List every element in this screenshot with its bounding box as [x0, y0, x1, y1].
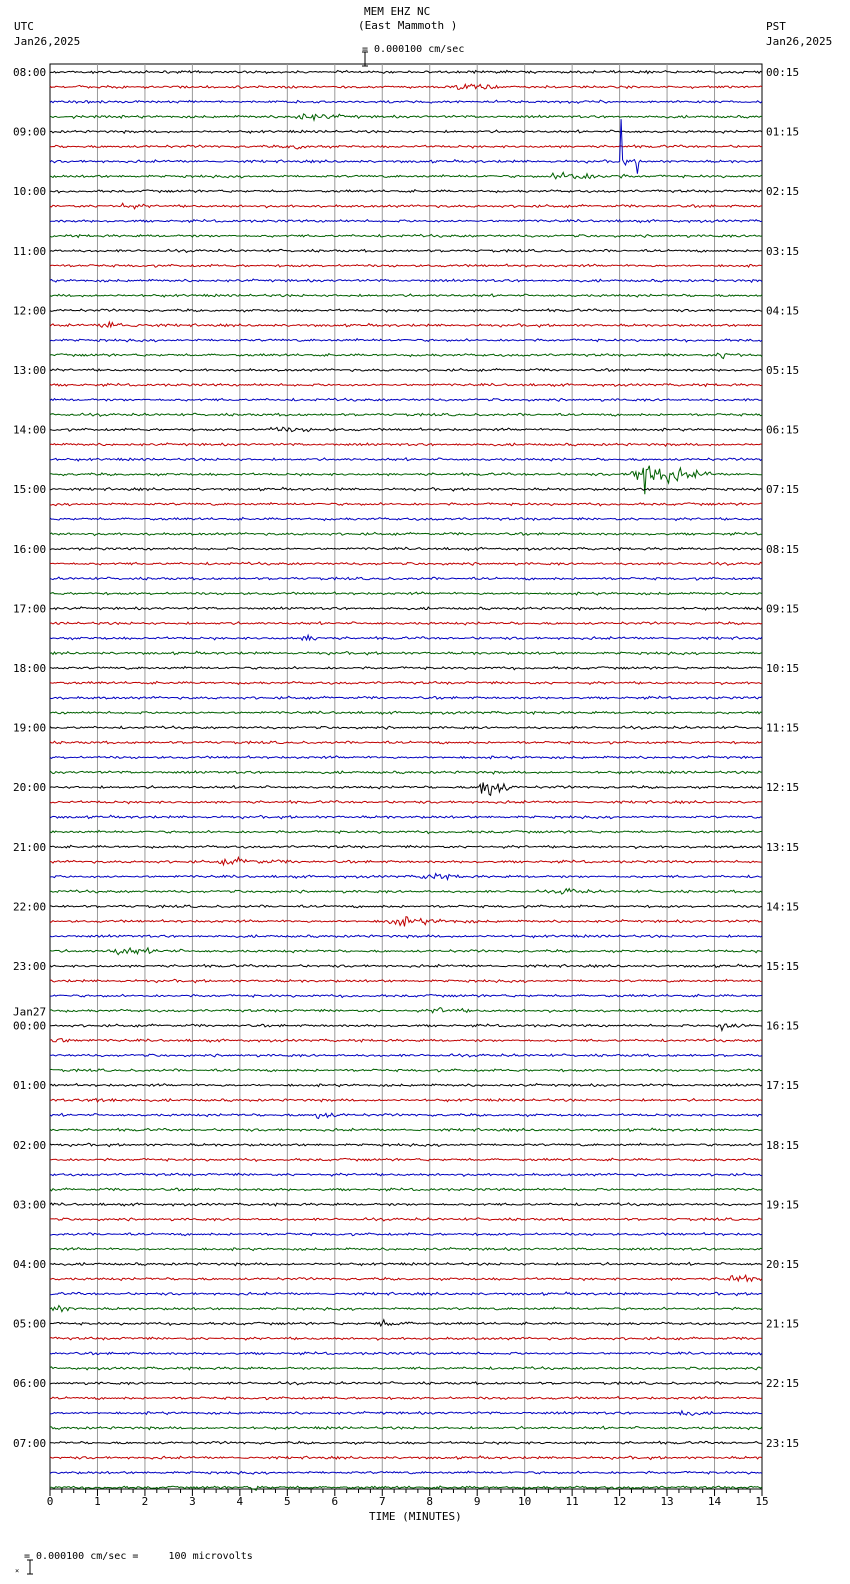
- trace-87: [50, 1367, 762, 1370]
- trace-14: [50, 279, 762, 282]
- right-label-16:15: 16:15: [766, 1019, 800, 1033]
- x-tick-label-6: 6: [331, 1495, 339, 1508]
- trace-1: [50, 84, 762, 89]
- right-label-01:15: 01:15: [766, 125, 800, 139]
- svg-text:×: ×: [15, 1567, 20, 1575]
- trace-10: [50, 220, 762, 223]
- x-tick-label-15: 15: [755, 1495, 769, 1508]
- right-label-04:15: 04:15: [766, 304, 800, 318]
- left-date-label: Jan27: [13, 1005, 47, 1019]
- left-time-labels: [13, 66, 46, 1450]
- trace-13: [50, 264, 762, 267]
- left-timezone: UTC: [14, 20, 34, 33]
- trace-21: [50, 383, 762, 386]
- left-label-01:00: 01:00: [13, 1079, 47, 1093]
- left-label-23:00: 23:00: [13, 960, 47, 973]
- left-label-10:00: 10:00: [13, 185, 47, 199]
- x-tick-label-14: 14: [707, 1495, 722, 1508]
- trace-67: [50, 1069, 762, 1072]
- trace-54: [50, 874, 762, 880]
- trace-55: [50, 889, 762, 895]
- right-label-12:15: 12:15: [766, 781, 800, 795]
- trace-50: [50, 815, 762, 819]
- right-date: Jan26,2025: [766, 35, 833, 48]
- trace-68: [50, 1084, 762, 1087]
- trace-39: [50, 651, 762, 655]
- trace-78: [50, 1233, 762, 1236]
- left-label-14:00: 14:00: [13, 423, 47, 437]
- trace-36: [50, 607, 762, 610]
- trace-73: [50, 1158, 762, 1161]
- right-label-20:15: 20:15: [766, 1258, 800, 1271]
- trace-93: [50, 1456, 762, 1460]
- left-label-06:00: 06:00: [13, 1377, 47, 1391]
- plot-frame: [50, 64, 762, 1489]
- trace-70: [50, 1113, 762, 1118]
- trace-46: [50, 756, 762, 759]
- trace-2: [50, 100, 762, 103]
- right-label-15:15: 15:15: [766, 960, 800, 973]
- trace-65: [50, 1039, 762, 1043]
- trace-38: [50, 635, 762, 640]
- right-label-18:15: 18:15: [766, 1138, 800, 1152]
- trace-43: [50, 711, 762, 714]
- left-label-11:00: 11:00: [13, 244, 47, 258]
- trace-52: [50, 845, 762, 848]
- right-timezone: PST: [766, 20, 786, 33]
- left-label-18:00: 18:00: [13, 662, 47, 675]
- left-label-21:00: 21:00: [13, 840, 47, 854]
- x-tick-label-0: 0: [46, 1495, 54, 1508]
- left-label-03:00: 03:00: [13, 1198, 47, 1212]
- trace-60: [50, 964, 762, 967]
- trace-16: [50, 309, 762, 312]
- trace-63: [50, 1008, 762, 1013]
- traces: [50, 70, 762, 1490]
- left-label-22:00: 22:00: [13, 900, 47, 914]
- left-label-00:00: 00:00: [13, 1019, 47, 1033]
- x-tick-label-2: 2: [141, 1495, 149, 1508]
- left-label-13:00: 13:00: [13, 364, 47, 377]
- trace-29: [50, 503, 762, 506]
- trace-90: [50, 1411, 762, 1416]
- trace-33: [50, 562, 762, 565]
- trace-66: [50, 1054, 762, 1057]
- right-label-06:15: 06:15: [766, 423, 800, 437]
- trace-32: [50, 547, 762, 550]
- trace-75: [50, 1188, 762, 1191]
- right-label-21:15: 21:15: [766, 1317, 800, 1331]
- trace-48: [50, 783, 762, 796]
- x-tick-label-3: 3: [189, 1495, 196, 1508]
- right-label-13:15: 13:15: [766, 840, 800, 854]
- grid-lines: [50, 64, 762, 1489]
- trace-24: [50, 427, 762, 431]
- left-label-09:00: 09:00: [13, 125, 47, 139]
- trace-71: [50, 1128, 762, 1131]
- trace-9: [50, 203, 762, 209]
- trace-81: [50, 1275, 762, 1281]
- trace-40: [50, 667, 762, 670]
- trace-89: [50, 1397, 762, 1400]
- right-label-00:15: 00:15: [766, 66, 800, 79]
- trace-11: [50, 234, 762, 237]
- trace-37: [50, 622, 762, 625]
- x-tick-label-7: 7: [378, 1495, 386, 1508]
- x-axis: [47, 1489, 769, 1508]
- x-tick-label-10: 10: [518, 1495, 532, 1508]
- x-tick-label-13: 13: [660, 1495, 674, 1508]
- right-label-10:15: 10:15: [766, 662, 800, 675]
- trace-76: [50, 1203, 762, 1206]
- trace-23: [50, 413, 762, 416]
- right-label-08:15: 08:15: [766, 542, 800, 556]
- trace-77: [50, 1218, 762, 1221]
- right-label-09:15: 09:15: [766, 602, 800, 616]
- station-location: (East Mammoth ): [358, 19, 458, 32]
- right-time-labels: [766, 66, 799, 1450]
- right-label-07:15: 07:15: [766, 483, 800, 497]
- trace-41: [50, 681, 762, 684]
- trace-25: [50, 443, 762, 446]
- x-tick-label-12: 12: [612, 1495, 627, 1508]
- right-label-02:15: 02:15: [766, 185, 800, 199]
- trace-35: [50, 592, 762, 595]
- trace-80: [50, 1262, 762, 1265]
- trace-64: [50, 1024, 762, 1031]
- trace-74: [50, 1173, 762, 1176]
- trace-82: [50, 1292, 762, 1296]
- right-label-22:15: 22:15: [766, 1377, 800, 1391]
- x-tick-label-8: 8: [426, 1495, 434, 1508]
- trace-56: [50, 905, 762, 908]
- trace-57: [50, 917, 762, 927]
- trace-22: [50, 398, 762, 401]
- trace-86: [50, 1352, 762, 1355]
- right-label-11:15: 11:15: [766, 721, 800, 735]
- trace-31: [50, 532, 762, 535]
- x-tick-label-9: 9: [473, 1495, 481, 1508]
- x-tick-label-1: 1: [94, 1495, 101, 1508]
- left-label-05:00: 05:00: [13, 1317, 47, 1331]
- trace-59: [50, 948, 762, 955]
- x-tick-label-11: 11: [565, 1495, 579, 1508]
- footer-scale-icon: [2, 1546, 22, 1575]
- trace-58: [50, 935, 762, 938]
- trace-18: [50, 339, 762, 342]
- trace-62: [50, 994, 762, 997]
- left-label-17:00: 17:00: [13, 602, 47, 616]
- trace-3: [50, 114, 762, 120]
- trace-17: [50, 322, 762, 327]
- trace-92: [50, 1441, 762, 1444]
- trace-7: [50, 172, 762, 178]
- left-label-16:00: 16:00: [13, 542, 47, 556]
- right-label-19:15: 19:15: [766, 1198, 800, 1212]
- trace-15: [50, 294, 762, 297]
- x-axis-label: TIME (MINUTES): [369, 1510, 462, 1523]
- trace-49: [50, 801, 762, 804]
- trace-47: [50, 771, 762, 774]
- trace-30: [50, 518, 762, 521]
- left-date: Jan26,2025: [14, 35, 81, 48]
- right-label-14:15: 14:15: [766, 900, 800, 914]
- left-label-12:00: 12:00: [13, 304, 47, 318]
- trace-45: [50, 741, 762, 744]
- trace-79: [50, 1248, 762, 1251]
- trace-84: [50, 1320, 762, 1326]
- right-label-23:15: 23:15: [766, 1436, 800, 1450]
- trace-34: [50, 577, 762, 580]
- trace-91: [50, 1426, 762, 1429]
- left-label-08:00: 08:00: [13, 66, 47, 79]
- footer-scale-text: = 0.000100 cm/sec = 100 microvolts: [24, 1551, 253, 1562]
- trace-26: [50, 458, 762, 461]
- trace-44: [50, 726, 762, 729]
- trace-12: [50, 249, 762, 252]
- trace-72: [50, 1143, 762, 1146]
- scale-text: = 0.000100 cm/sec: [362, 44, 465, 55]
- x-tick-label-4: 4: [236, 1495, 244, 1508]
- trace-51: [50, 830, 762, 833]
- trace-20: [50, 369, 762, 372]
- trace-4: [50, 130, 762, 133]
- left-label-20:00: 20:00: [13, 781, 47, 795]
- trace-42: [50, 696, 762, 699]
- trace-94: [50, 1471, 762, 1474]
- trace-61: [50, 979, 762, 982]
- x-tick-label-5: 5: [284, 1495, 291, 1508]
- trace-88: [50, 1382, 762, 1385]
- trace-8: [50, 190, 762, 193]
- trace-28: [50, 487, 762, 491]
- trace-83: [50, 1306, 762, 1312]
- left-label-19:00: 19:00: [13, 721, 47, 735]
- right-label-03:15: 03:15: [766, 244, 800, 258]
- trace-85: [50, 1337, 762, 1340]
- right-label-05:15: 05:15: [766, 364, 800, 377]
- trace-69: [50, 1099, 762, 1103]
- trace-5: [50, 145, 762, 149]
- trace-19: [50, 353, 762, 358]
- trace-0: [50, 70, 762, 73]
- left-label-15:00: 15:00: [13, 483, 47, 497]
- trace-53: [50, 857, 762, 865]
- left-label-02:00: 02:00: [13, 1138, 47, 1152]
- right-label-17:15: 17:15: [766, 1079, 800, 1093]
- left-label-04:00: 04:00: [13, 1258, 47, 1271]
- station-title: MEM EHZ NC: [364, 5, 431, 18]
- left-label-07:00: 07:00: [13, 1436, 47, 1450]
